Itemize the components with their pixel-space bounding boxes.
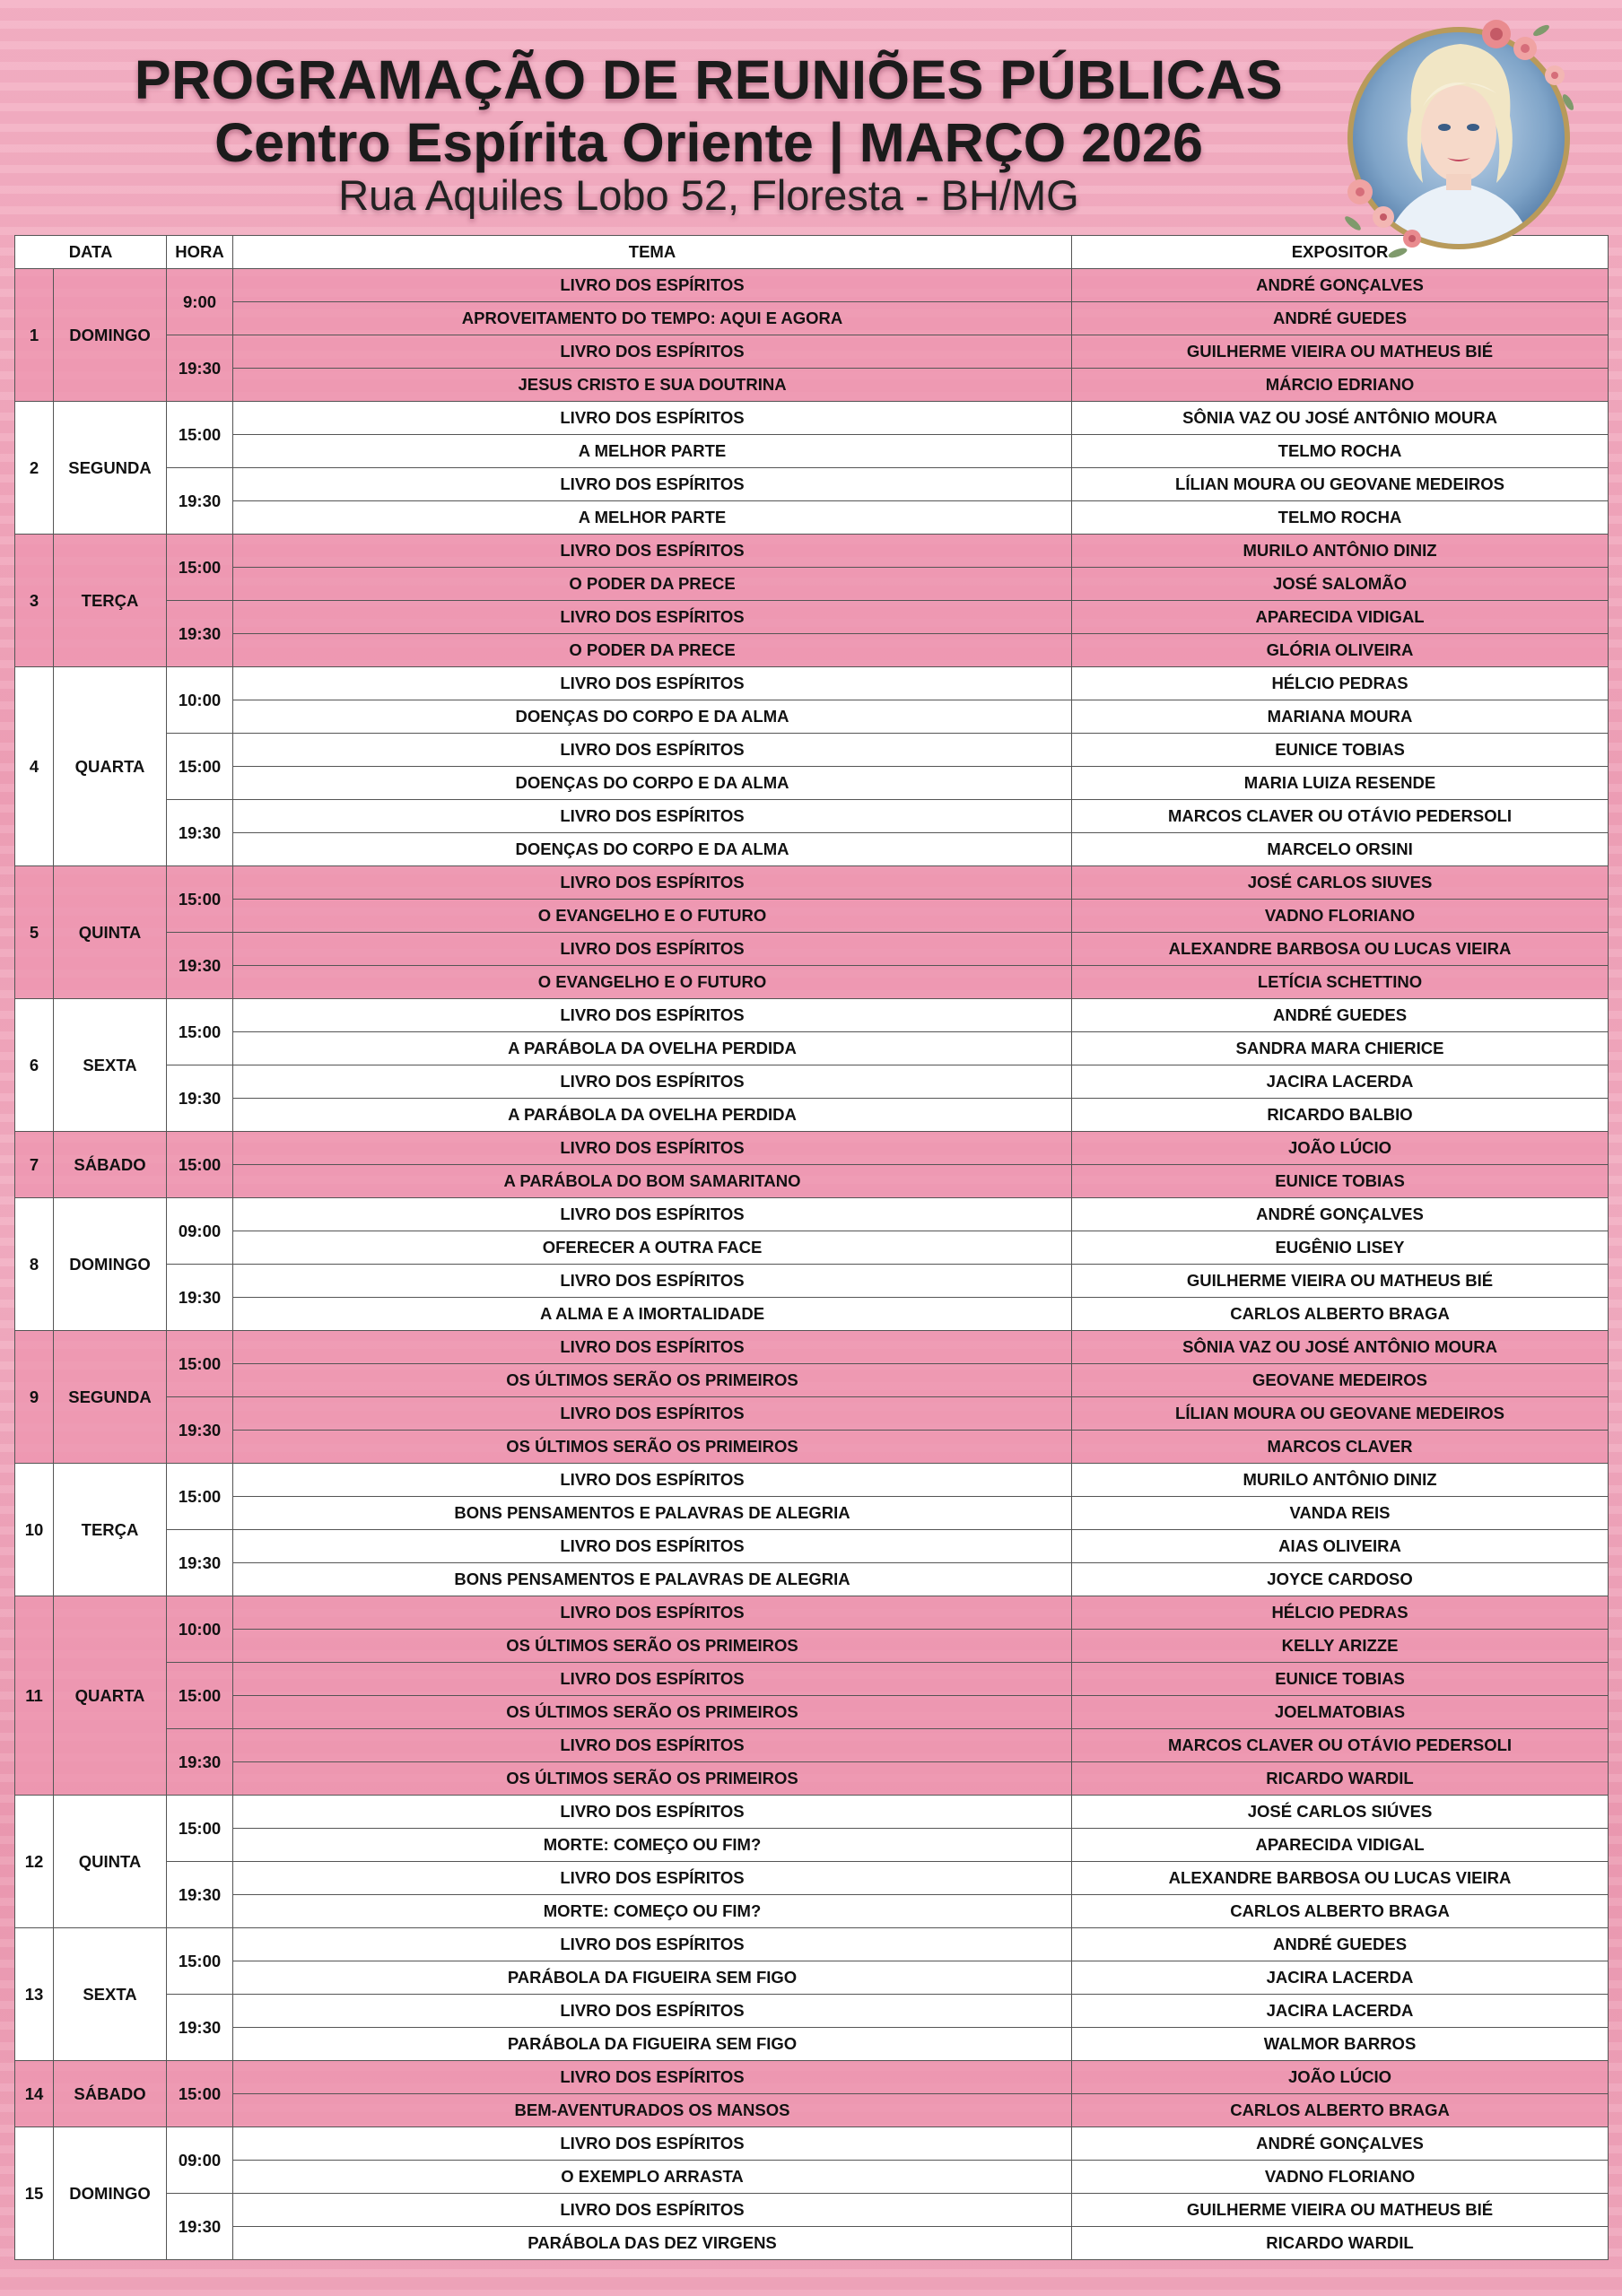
expositor-cell: APARECIDA VIDIGAL	[1072, 601, 1609, 634]
expositor-cell: ANDRÉ GUEDES	[1072, 1928, 1609, 1961]
expositor-cell: HÉLCIO PEDRAS	[1072, 667, 1609, 700]
day-number: 1	[15, 269, 54, 402]
table-row	[15, 1298, 1609, 1331]
expositor-cell: MURILO ANTÔNIO DINIZ	[1072, 1464, 1609, 1497]
day-number: 14	[15, 2061, 54, 2127]
tema-cell: LIVRO DOS ESPÍRITOS	[233, 1596, 1072, 1630]
expositor-cell: EUNICE TOBIAS	[1072, 1663, 1609, 1696]
table-row	[15, 734, 1609, 767]
tema-cell: LIVRO DOS ESPÍRITOS	[233, 800, 1072, 833]
table-row	[15, 1265, 1609, 1298]
col-header-data: DATA	[15, 236, 167, 269]
tema-cell: APROVEITAMENTO DO TEMPO: AQUI E AGORA	[233, 302, 1072, 335]
expositor-cell: LÍLIAN MOURA OU GEOVANE MEDEIROS	[1072, 1397, 1609, 1431]
tema-cell: DOENÇAS DO CORPO E DA ALMA	[233, 833, 1072, 866]
expositor-cell: APARECIDA VIDIGAL	[1072, 1829, 1609, 1862]
tema-cell: LIVRO DOS ESPÍRITOS	[233, 734, 1072, 767]
tema-cell: LIVRO DOS ESPÍRITOS	[233, 2061, 1072, 2094]
expositor-cell: LETÍCIA SCHETTINO	[1072, 966, 1609, 999]
table-row	[15, 667, 1609, 700]
expositor-cell: MARCOS CLAVER OU OTÁVIO PEDERSOLI	[1072, 800, 1609, 833]
expositor-cell: JOELMATOBIAS	[1072, 1696, 1609, 1729]
tema-cell: O PODER DA PRECE	[233, 634, 1072, 667]
tema-cell: LIVRO DOS ESPÍRITOS	[233, 1198, 1072, 1231]
table-row	[15, 2227, 1609, 2260]
expositor-cell: EUGÊNIO LISEY	[1072, 1231, 1609, 1265]
tema-cell: LIVRO DOS ESPÍRITOS	[233, 1663, 1072, 1696]
table-row	[15, 2127, 1609, 2161]
table-row	[15, 1796, 1609, 1829]
table-row	[15, 601, 1609, 634]
table-row	[15, 966, 1609, 999]
tema-cell: PARÁBOLA DA FIGUEIRA SEM FIGO	[233, 1961, 1072, 1995]
table-row	[15, 1099, 1609, 1132]
tema-cell: LIVRO DOS ESPÍRITOS	[233, 1397, 1072, 1431]
day-name: TERÇA	[54, 1464, 167, 1596]
session-time: 19:30	[167, 1995, 233, 2061]
expositor-cell: CARLOS ALBERTO BRAGA	[1072, 1895, 1609, 1928]
tema-cell: A ALMA E A IMORTALIDADE	[233, 1298, 1072, 1331]
tema-cell: PARÁBOLA DAS DEZ VIRGENS	[233, 2227, 1072, 2260]
table-row	[15, 1198, 1609, 1231]
day-number: 3	[15, 535, 54, 667]
session-time: 19:30	[167, 468, 233, 535]
table-row	[15, 1630, 1609, 1663]
tema-cell: LIVRO DOS ESPÍRITOS	[233, 1065, 1072, 1099]
table-row	[15, 2161, 1609, 2194]
tema-cell: LIVRO DOS ESPÍRITOS	[233, 1464, 1072, 1497]
tema-cell: LIVRO DOS ESPÍRITOS	[233, 1928, 1072, 1961]
session-time: 19:30	[167, 1397, 233, 1464]
tema-cell: LIVRO DOS ESPÍRITOS	[233, 535, 1072, 568]
expositor-cell: ANDRÉ GONÇALVES	[1072, 1198, 1609, 1231]
table-row	[15, 1961, 1609, 1995]
tema-cell: LIVRO DOS ESPÍRITOS	[233, 999, 1072, 1032]
table-row	[15, 2028, 1609, 2061]
expositor-cell: RICARDO WARDIL	[1072, 2227, 1609, 2260]
expositor-cell: ANDRÉ GUEDES	[1072, 302, 1609, 335]
table-row	[15, 535, 1609, 568]
expositor-cell: MARIANA MOURA	[1072, 700, 1609, 734]
table-row	[15, 435, 1609, 468]
expositor-cell: GUILHERME VIEIRA OU MATHEUS BIÉ	[1072, 335, 1609, 369]
day-name: SEGUNDA	[54, 1331, 167, 1464]
session-time: 15:00	[167, 734, 233, 800]
tema-cell: LIVRO DOS ESPÍRITOS	[233, 1729, 1072, 1762]
expositor-cell: JOSÉ CARLOS SIÚVES	[1072, 1796, 1609, 1829]
expositor-cell: SÔNIA VAZ OU JOSÉ ANTÔNIO MOURA	[1072, 402, 1609, 435]
table-row	[15, 700, 1609, 734]
tema-cell: JESUS CRISTO E SUA DOUTRINA	[233, 369, 1072, 402]
page-subtitle: Centro Espírita Oriente | MARÇO 2026	[214, 112, 1203, 173]
expositor-cell: MARCELO ORSINI	[1072, 833, 1609, 866]
tema-cell: LIVRO DOS ESPÍRITOS	[233, 1265, 1072, 1298]
expositor-cell: AIAS OLIVEIRA	[1072, 1530, 1609, 1563]
table-row	[15, 1397, 1609, 1431]
expositor-cell: TELMO ROCHA	[1072, 501, 1609, 535]
session-time: 19:30	[167, 933, 233, 999]
table-row	[15, 335, 1609, 369]
expositor-cell: MARCOS CLAVER OU OTÁVIO PEDERSOLI	[1072, 1729, 1609, 1762]
day-name: SEGUNDA	[54, 402, 167, 535]
tema-cell: MORTE: COMEÇO OU FIM?	[233, 1895, 1072, 1928]
expositor-cell: JOSÉ SALOMÃO	[1072, 568, 1609, 601]
tema-cell: DOENÇAS DO CORPO E DA ALMA	[233, 700, 1072, 734]
session-time: 09:00	[167, 1198, 233, 1265]
tema-cell: LIVRO DOS ESPÍRITOS	[233, 402, 1072, 435]
portrait-medallion-icon	[1326, 4, 1591, 273]
tema-cell: LIVRO DOS ESPÍRITOS	[233, 1132, 1072, 1165]
day-number: 9	[15, 1331, 54, 1464]
expositor-cell: RICARDO BALBIO	[1072, 1099, 1609, 1132]
expositor-cell: ALEXANDRE BARBOSA OU LUCAS VIEIRA	[1072, 1862, 1609, 1895]
table-row	[15, 1231, 1609, 1265]
col-header-expositor: EXPOSITOR	[1072, 236, 1609, 269]
expositor-cell: JACIRA LACERDA	[1072, 1961, 1609, 1995]
tema-cell: DOENÇAS DO CORPO E DA ALMA	[233, 767, 1072, 800]
session-time: 19:30	[167, 601, 233, 667]
table-row	[15, 767, 1609, 800]
tema-cell: OS ÚLTIMOS SERÃO OS PRIMEIROS	[233, 1762, 1072, 1796]
tema-cell: LIVRO DOS ESPÍRITOS	[233, 2127, 1072, 2161]
table-row	[15, 634, 1609, 667]
expositor-cell: JOSÉ CARLOS SIUVES	[1072, 866, 1609, 900]
table-row	[15, 1165, 1609, 1198]
session-time: 15:00	[167, 2061, 233, 2127]
tema-cell: O EVANGELHO E O FUTURO	[233, 966, 1072, 999]
tema-cell: OS ÚLTIMOS SERÃO OS PRIMEIROS	[233, 1696, 1072, 1729]
session-time: 10:00	[167, 1596, 233, 1663]
expositor-cell: VADNO FLORIANO	[1072, 900, 1609, 933]
day-number: 4	[15, 667, 54, 866]
session-time: 19:30	[167, 1265, 233, 1331]
day-name: SÁBADO	[54, 1132, 167, 1198]
session-time: 15:00	[167, 1464, 233, 1530]
tema-cell: O EVANGELHO E O FUTURO	[233, 900, 1072, 933]
expositor-cell: WALMOR BARROS	[1072, 2028, 1609, 2061]
session-time: 9:00	[167, 269, 233, 335]
expositor-cell: ALEXANDRE BARBOSA OU LUCAS VIEIRA	[1072, 933, 1609, 966]
day-name: DOMINGO	[54, 269, 167, 402]
tema-cell: LIVRO DOS ESPÍRITOS	[233, 1530, 1072, 1563]
day-number: 7	[15, 1132, 54, 1198]
expositor-cell: ANDRÉ GUEDES	[1072, 999, 1609, 1032]
day-name: QUINTA	[54, 1796, 167, 1928]
tema-cell: LIVRO DOS ESPÍRITOS	[233, 2194, 1072, 2227]
schedule-body	[15, 269, 1609, 2260]
tema-cell: LIVRO DOS ESPÍRITOS	[233, 667, 1072, 700]
expositor-cell: EUNICE TOBIAS	[1072, 1165, 1609, 1198]
expositor-cell: RICARDO WARDIL	[1072, 1762, 1609, 1796]
session-time: 15:00	[167, 999, 233, 1065]
tema-cell: LIVRO DOS ESPÍRITOS	[233, 1995, 1072, 2028]
session-time: 15:00	[167, 1331, 233, 1397]
table-row	[15, 866, 1609, 900]
tema-cell: OS ÚLTIMOS SERÃO OS PRIMEIROS	[233, 1431, 1072, 1464]
day-name: SEXTA	[54, 1928, 167, 2061]
tema-cell: LIVRO DOS ESPÍRITOS	[233, 1331, 1072, 1364]
expositor-cell: KELLY ARIZZE	[1072, 1630, 1609, 1663]
table-row	[15, 1563, 1609, 1596]
tema-cell: LIVRO DOS ESPÍRITOS	[233, 866, 1072, 900]
table-row	[15, 2194, 1609, 2227]
page-title: PROGRAMAÇÃO DE REUNIÕES PÚBLICAS	[134, 49, 1284, 110]
table-row	[15, 999, 1609, 1032]
tema-cell: A PARÁBOLA DO BOM SAMARITANO	[233, 1165, 1072, 1198]
day-number: 15	[15, 2127, 54, 2260]
tema-cell: LIVRO DOS ESPÍRITOS	[233, 933, 1072, 966]
tema-cell: OFERECER A OUTRA FACE	[233, 1231, 1072, 1265]
col-header-hora: HORA	[167, 236, 233, 269]
expositor-cell: MARCOS CLAVER	[1072, 1431, 1609, 1464]
session-time: 19:30	[167, 1862, 233, 1928]
day-name: DOMINGO	[54, 2127, 167, 2260]
expositor-cell: CARLOS ALBERTO BRAGA	[1072, 1298, 1609, 1331]
day-name: SÁBADO	[54, 2061, 167, 2127]
tema-cell: BONS PENSAMENTOS E PALAVRAS DE ALEGRIA	[233, 1563, 1072, 1596]
day-number: 12	[15, 1796, 54, 1928]
table-row	[15, 1696, 1609, 1729]
table-row	[15, 1995, 1609, 2028]
tema-cell: LIVRO DOS ESPÍRITOS	[233, 1862, 1072, 1895]
expositor-cell: GUILHERME VIEIRA OU MATHEUS BIÉ	[1072, 1265, 1609, 1298]
day-name: DOMINGO	[54, 1198, 167, 1331]
table-row	[15, 1032, 1609, 1065]
table-row	[15, 800, 1609, 833]
table-row	[15, 1364, 1609, 1397]
session-time: 09:00	[167, 2127, 233, 2194]
expositor-cell: TELMO ROCHA	[1072, 435, 1609, 468]
day-name: TERÇA	[54, 535, 167, 667]
table-row	[15, 1895, 1609, 1928]
day-number: 10	[15, 1464, 54, 1596]
table-row	[15, 1464, 1609, 1497]
table-row	[15, 1132, 1609, 1165]
session-time: 19:30	[167, 2194, 233, 2260]
expositor-cell: SANDRA MARA CHIERICE	[1072, 1032, 1609, 1065]
table-row	[15, 1862, 1609, 1895]
table-row	[15, 1729, 1609, 1762]
day-name: QUARTA	[54, 1596, 167, 1796]
session-time: 15:00	[167, 402, 233, 468]
tema-cell: OS ÚLTIMOS SERÃO OS PRIMEIROS	[233, 1630, 1072, 1663]
session-time: 19:30	[167, 335, 233, 402]
table-row	[15, 2061, 1609, 2094]
expositor-cell: GLÓRIA OLIVEIRA	[1072, 634, 1609, 667]
day-number: 11	[15, 1596, 54, 1796]
expositor-cell: SÔNIA VAZ OU JOSÉ ANTÔNIO MOURA	[1072, 1331, 1609, 1364]
table-row	[15, 1829, 1609, 1862]
day-number: 13	[15, 1928, 54, 2061]
session-time: 15:00	[167, 866, 233, 933]
table-row	[15, 2094, 1609, 2127]
session-time: 19:30	[167, 1065, 233, 1132]
session-time: 15:00	[167, 535, 233, 601]
table-row	[15, 568, 1609, 601]
tema-cell: A PARÁBOLA DA OVELHA PERDIDA	[233, 1032, 1072, 1065]
day-name: QUARTA	[54, 667, 167, 866]
tema-cell: O EXEMPLO ARRASTA	[233, 2161, 1072, 2194]
session-time: 15:00	[167, 1796, 233, 1862]
table-row	[15, 369, 1609, 402]
expositor-cell: VANDA REIS	[1072, 1497, 1609, 1530]
table-row	[15, 933, 1609, 966]
expositor-cell: ANDRÉ GONÇALVES	[1072, 269, 1609, 302]
expositor-cell: MURILO ANTÔNIO DINIZ	[1072, 535, 1609, 568]
tema-cell: LIVRO DOS ESPÍRITOS	[233, 1796, 1072, 1829]
expositor-cell: JOÃO LÚCIO	[1072, 2061, 1609, 2094]
session-time: 15:00	[167, 1663, 233, 1729]
day-number: 8	[15, 1198, 54, 1331]
table-row	[15, 402, 1609, 435]
table-row	[15, 1065, 1609, 1099]
tema-cell: OS ÚLTIMOS SERÃO OS PRIMEIROS	[233, 1364, 1072, 1397]
table-row	[15, 1596, 1609, 1630]
tema-cell: A PARÁBOLA DA OVELHA PERDIDA	[233, 1099, 1072, 1132]
table-row	[15, 1331, 1609, 1364]
day-number: 6	[15, 999, 54, 1132]
expositor-cell: GEOVANE MEDEIROS	[1072, 1364, 1609, 1397]
tema-cell: BONS PENSAMENTOS E PALAVRAS DE ALEGRIA	[233, 1497, 1072, 1530]
day-name: SEXTA	[54, 999, 167, 1132]
tema-cell: LIVRO DOS ESPÍRITOS	[233, 468, 1072, 501]
tema-cell: BEM-AVENTURADOS OS MANSOS	[233, 2094, 1072, 2127]
expositor-cell: GUILHERME VIEIRA OU MATHEUS BIÉ	[1072, 2194, 1609, 2227]
expositor-cell: VADNO FLORIANO	[1072, 2161, 1609, 2194]
schedule-table	[14, 235, 1609, 2260]
tema-cell: O PODER DA PRECE	[233, 568, 1072, 601]
table-row	[15, 269, 1609, 302]
expositor-cell: JACIRA LACERDA	[1072, 1065, 1609, 1099]
tema-cell: LIVRO DOS ESPÍRITOS	[233, 601, 1072, 634]
expositor-cell: JOYCE CARDOSO	[1072, 1563, 1609, 1596]
table-row	[15, 1928, 1609, 1961]
table-row	[15, 501, 1609, 535]
table-row	[15, 1497, 1609, 1530]
expositor-cell: MÁRCIO EDRIANO	[1072, 369, 1609, 402]
session-time: 10:00	[167, 667, 233, 734]
expositor-cell: JOÃO LÚCIO	[1072, 1132, 1609, 1165]
expositor-cell: LÍLIAN MOURA OU GEOVANE MEDEIROS	[1072, 468, 1609, 501]
table-row	[15, 1530, 1609, 1563]
table-row	[15, 468, 1609, 501]
address: Rua Aquiles Lobo 52, Floresta - BH/MG	[338, 171, 1079, 219]
table-row	[15, 900, 1609, 933]
table-row	[15, 302, 1609, 335]
tema-cell: LIVRO DOS ESPÍRITOS	[233, 335, 1072, 369]
tema-cell: A MELHOR PARTE	[233, 435, 1072, 468]
expositor-cell: HÉLCIO PEDRAS	[1072, 1596, 1609, 1630]
table-row	[15, 1663, 1609, 1696]
expositor-cell: CARLOS ALBERTO BRAGA	[1072, 2094, 1609, 2127]
table-row	[15, 1431, 1609, 1464]
expositor-cell: JACIRA LACERDA	[1072, 1995, 1609, 2028]
tema-cell: MORTE: COMEÇO OU FIM?	[233, 1829, 1072, 1862]
tema-cell: PARÁBOLA DA FIGUEIRA SEM FIGO	[233, 2028, 1072, 2061]
day-number: 5	[15, 866, 54, 999]
day-number: 2	[15, 402, 54, 535]
table-row	[15, 1762, 1609, 1796]
table-row	[15, 833, 1609, 866]
session-time: 19:30	[167, 1729, 233, 1796]
day-name: QUINTA	[54, 866, 167, 999]
expositor-cell: MARIA LUIZA RESENDE	[1072, 767, 1609, 800]
session-time: 19:30	[167, 800, 233, 866]
expositor-cell: ANDRÉ GONÇALVES	[1072, 2127, 1609, 2161]
tema-cell: LIVRO DOS ESPÍRITOS	[233, 269, 1072, 302]
col-header-tema: TEMA	[233, 236, 1072, 269]
session-time: 15:00	[167, 1132, 233, 1198]
session-time: 15:00	[167, 1928, 233, 1995]
session-time: 19:30	[167, 1530, 233, 1596]
tema-cell: A MELHOR PARTE	[233, 501, 1072, 535]
expositor-cell: EUNICE TOBIAS	[1072, 734, 1609, 767]
